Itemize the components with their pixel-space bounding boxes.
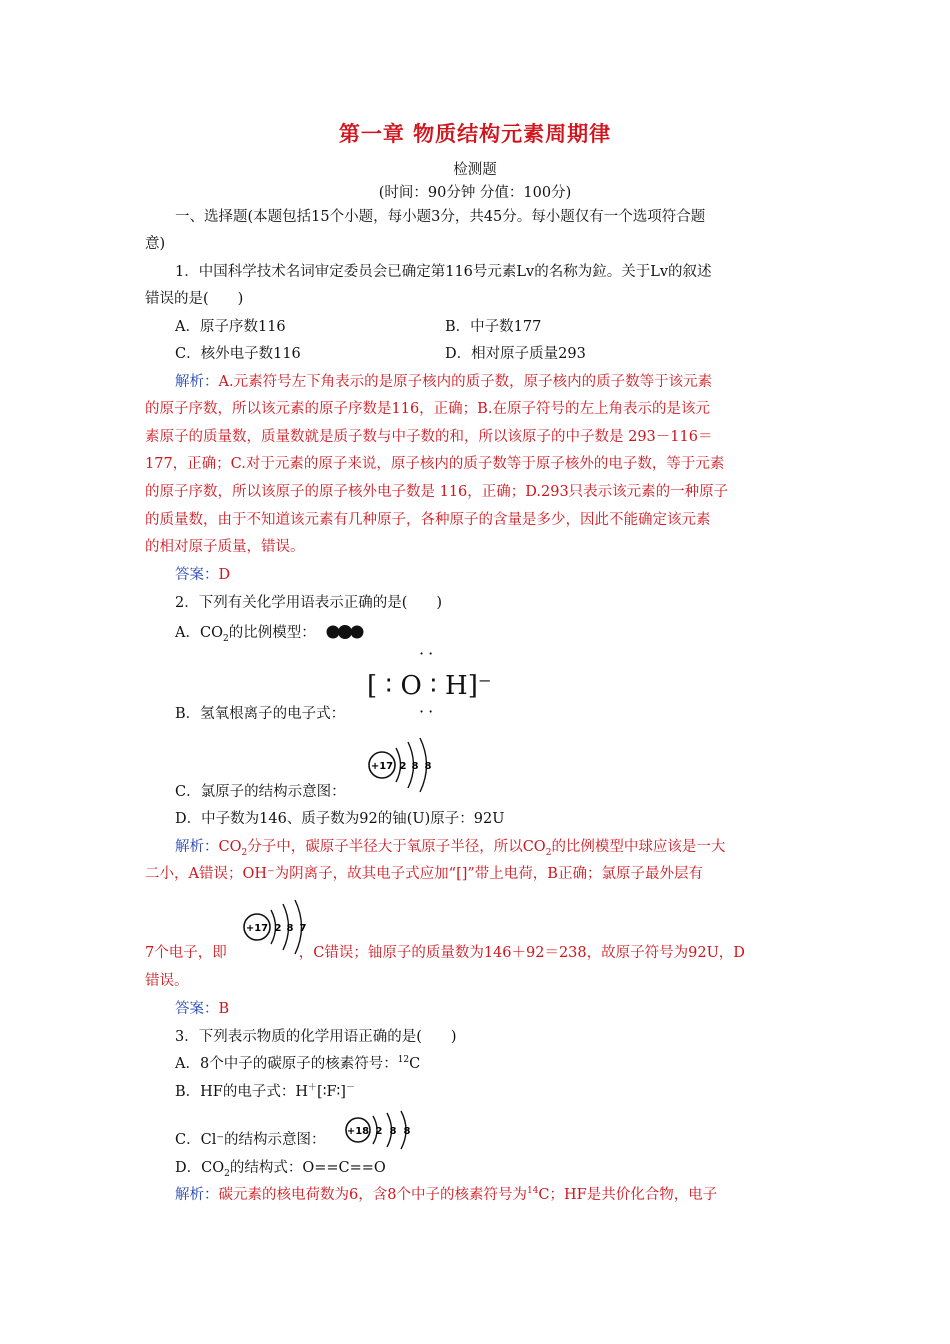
answer-value: D xyxy=(218,567,231,583)
q1-analysis-line4: 177，正确；C.对于元素的原子来说，原子核内的质子数等于原子核外的电子数，等于元素 xyxy=(145,456,725,472)
section-heading-line2: 意) xyxy=(145,236,166,252)
svg-text:+17: +17 xyxy=(370,761,394,772)
svg-text:+17: +17 xyxy=(245,923,269,934)
test-subtitle: 检测题 xyxy=(453,162,497,178)
q3-option-c: C．Cl⁻的结构示意图： xyxy=(175,1132,326,1148)
chloride-ion-diagram xyxy=(343,1110,423,1150)
q1-analysis-line7: 的相对原子质量，错误。 xyxy=(145,539,305,555)
q1-analysis-line6: 的质量数，由于不知道该元素有几种原子，各种原子的含量是多少，因此不能确定该元素 xyxy=(145,512,711,528)
q1-option-a: A．原子序数116 xyxy=(175,319,286,335)
q3-analysis-line1: 解析：碳元素的核电荷数为6，含8个中子的核素符号为$^{14}$C；HF是共价化合物，电子 xyxy=(175,1186,718,1203)
section-heading-line1: 一、选择题(本题包括15个小题，每小题3分，共45分。每小题仅有一个选项符合题 xyxy=(175,209,706,225)
q1-stem-line1: 1．中国科学技术名词审定委员会已确定第116号元素Lv的名称为鉝。关于Lv的叙述 xyxy=(175,264,712,280)
q1-analysis-line1 xyxy=(145,369,810,397)
svg-text:8: 8 xyxy=(286,923,294,934)
q1-answer xyxy=(145,562,810,590)
svg-text:7: 7 xyxy=(299,923,307,934)
q1-analysis-line3: 素原子的质量数，质量数就是质子数与中子数的和，所以该原子的中子数是 293－116＝ xyxy=(145,429,713,445)
svg-text:8: 8 xyxy=(411,761,419,772)
q2-option-b: B．氢氧根离子的电子式： xyxy=(175,706,346,722)
svg-text:8: 8 xyxy=(403,1126,411,1137)
q2-analysis-line2: 二小，A错误；OH⁻为阴离子，故其电子式应加“[]”带上电荷，B正确；氯原子最外层有 xyxy=(145,866,703,882)
o-bottom-dots-icon: ·· xyxy=(419,702,438,721)
q3-option-d: D．$CO_2$的结构式：O==C==O xyxy=(175,1160,386,1179)
svg-text:2: 2 xyxy=(274,923,282,934)
q1-analysis-line5: 的原子序数，所以该原子的原子核外电子数是 116，正确；D.293只表示该元素的一种原子 xyxy=(145,484,729,500)
hydroxide-electron-formula: [ ∶ O ∶ H]⁻ xyxy=(367,671,492,701)
q2-analysis-line4: 错误。 xyxy=(145,973,189,989)
q3-option-a: A．8个中子的碳原子的核素符号：$^{12}$C xyxy=(175,1055,421,1072)
q2-analysis-line3: 7个电子，即 ，C错误；铀原子的质量数为146＋92＝238，故原子符号为92U，D xyxy=(145,945,745,961)
q3-stem: 3．下列表示物质的化学用语正确的是( ) xyxy=(175,1029,457,1045)
q1-option-d: D．相对原子质量293 xyxy=(445,346,586,362)
chapter-title: 第一章 物质结构元素周期律 xyxy=(338,121,612,146)
q2-option-c: C．氯原子的结构示意图： xyxy=(175,784,346,800)
answer-label: 答案： xyxy=(175,567,219,583)
q1-analysis-line2: 的原子序数，所以该元素的原子序数是116，正确；B.在原子符号的左上角表示的是该元 xyxy=(145,401,710,417)
analysis-text: A.元素符号左下角表示的是原子核内的质子数，原子核内的质子数等于该元素 xyxy=(218,374,713,390)
chlorine-structure-diagram xyxy=(365,734,445,794)
svg-text:2: 2 xyxy=(375,1126,383,1137)
svg-text:+18: +18 xyxy=(346,1126,370,1137)
o-top-dots-icon: ·· xyxy=(419,644,438,663)
q2-answer: 答案：B xyxy=(175,1001,230,1017)
svg-text:2: 2 xyxy=(399,761,407,772)
q2-stem: 2．下列有关化学用语表示正确的是( ) xyxy=(175,595,443,611)
svg-text:8: 8 xyxy=(424,761,432,772)
q1-option-c: C．核外电子数116 xyxy=(175,346,301,362)
q1-option-b: B．中子数177 xyxy=(445,319,542,335)
time-score-note: (时间：90分钟 分值：100分) xyxy=(378,185,572,201)
q2-option-a: A．$CO_2$的比例模型： xyxy=(175,625,316,644)
q3-option-b: B．HF的电子式：H＋[∶F∶]－ xyxy=(175,1083,355,1100)
q2-option-d: D．中子数为146、质子数为92的铀(U)原子：92U xyxy=(175,811,505,827)
co2-model-icon xyxy=(326,624,364,640)
analysis-label: 解析： xyxy=(175,374,219,390)
svg-text:8: 8 xyxy=(389,1126,397,1137)
q2-analysis-line1: 解析：$CO_2$分子中，碳原子半径大于氧原子半径，所以$CO_2$的比例模型中球应该是一大 xyxy=(175,839,726,858)
q1-stem-line2: 错误的是( ) xyxy=(145,291,244,307)
